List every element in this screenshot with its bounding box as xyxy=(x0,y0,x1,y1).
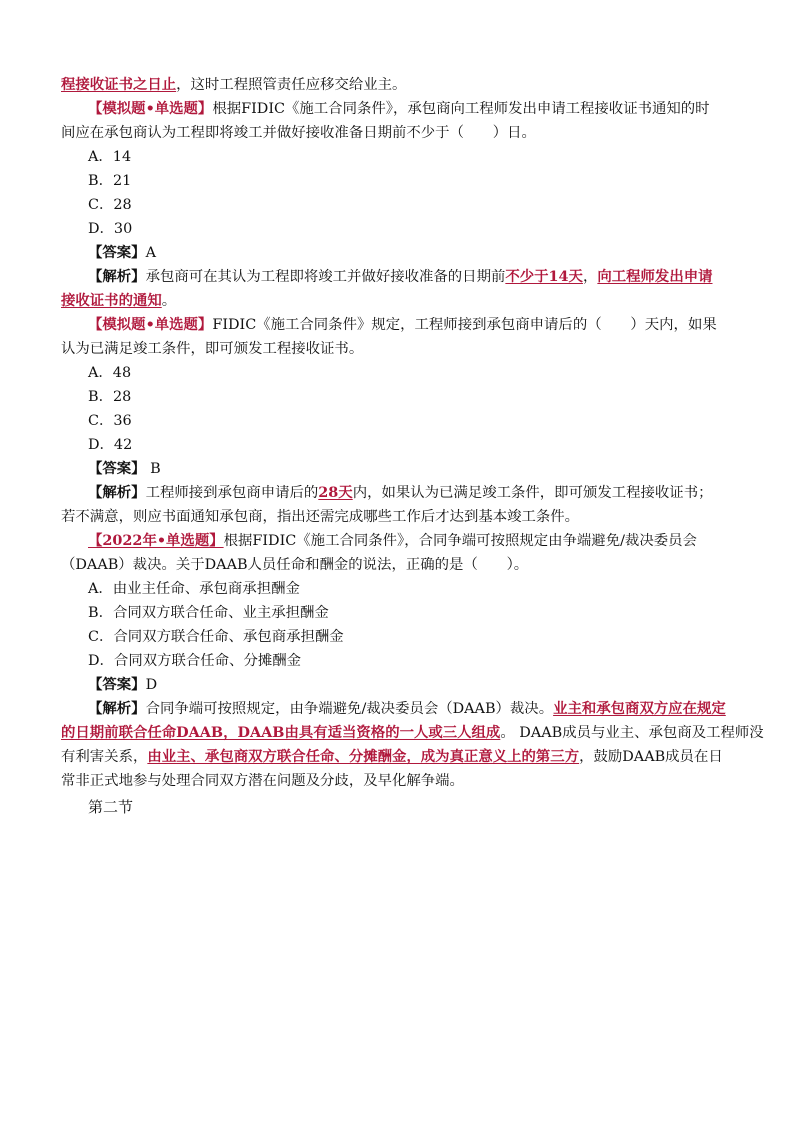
option-d: D．合同双方联合任命、分摊酬金 xyxy=(88,653,302,669)
option-b: B．21 xyxy=(88,173,132,189)
analysis-label: 【解析】 xyxy=(88,484,146,501)
analysis-text: 。 xyxy=(161,293,177,309)
analysis-text: 承包商可在其认为工程即将竣工并做好接收准备的日期前 xyxy=(145,269,506,285)
analysis-line-cont xyxy=(61,722,764,744)
highlight-text: 程接收证书之日止 xyxy=(61,76,177,93)
highlight-text: 的日期前联合任命DAAB，DAAB由具有适当资格的一人或三人组成 xyxy=(61,724,501,741)
highlight-text: 不少于14天 xyxy=(505,268,583,285)
question-text: 根据FIDIC《施工合同条件》，合同争端可按照规定由争端避免/裁决委员会 xyxy=(223,533,697,549)
highlight-text: 业主和承包商双方应在规定 xyxy=(553,700,726,717)
option-a: A．由业主任命、承包商承担酬金 xyxy=(88,581,300,597)
option-b: B．28 xyxy=(88,389,132,405)
question-text: （DAAB）裁决。关于DAAB人员任命和酬金的说法，正确的是（ ）。 xyxy=(61,557,529,573)
question-1-stem-cont xyxy=(61,122,536,144)
analysis-text: ，鼓励DAAB成员在日 xyxy=(579,749,723,765)
highlight-text: 接收证书的通知 xyxy=(61,292,162,309)
analysis-line-cont xyxy=(61,506,579,528)
question-text: FIDIC《施工合同条件》规定，工程师接到承包商申请后的（ ）天内，如果 xyxy=(212,317,717,333)
highlight-text: 28天 xyxy=(318,484,353,501)
analysis-label: 【解析】 xyxy=(88,268,146,285)
question-2-stem-cont xyxy=(61,338,363,360)
answer-value: A xyxy=(145,245,156,261)
option-a: A．14 xyxy=(88,149,132,165)
answer-line xyxy=(88,242,156,264)
analysis-line-cont xyxy=(61,770,464,792)
intro-line xyxy=(61,74,406,96)
question-3-stem xyxy=(88,530,697,552)
analysis-text: ， xyxy=(582,269,598,285)
body-text: ，这时工程照管责任应移交给业主。 xyxy=(176,77,407,93)
question-text: 根据FIDIC《施工合同条件》，承包商向工程师发出申请工程接收证书通知的时 xyxy=(212,101,710,117)
analysis-text: 常非正式地参与处理合同双方潜在问题及分歧，及早化解争端。 xyxy=(61,773,464,789)
question-2-stem xyxy=(88,314,717,336)
analysis-label: 【解析】 xyxy=(88,700,146,717)
analysis-line-cont xyxy=(61,290,176,312)
analysis-text: 工程师接到承包商申请后的 xyxy=(145,485,319,501)
question-tag: 【模拟题•单选题】 xyxy=(88,100,213,117)
analysis-text: 若不满意，则应书面通知承包商，指出还需完成哪些工作后才达到基本竣工条件。 xyxy=(61,509,580,525)
analysis-text: 合同争端可按照规定，由争端避免/裁决委员会（DAAB）裁决。 xyxy=(145,701,554,717)
question-3-stem-cont xyxy=(61,554,528,576)
question-tag: 【模拟题•单选题】 xyxy=(88,316,213,333)
option-c: C．合同双方联合任命、承包商承担酬金 xyxy=(88,629,344,645)
answer-value: B xyxy=(145,461,161,477)
answer-label: 【答案】 xyxy=(88,244,146,261)
question-1-stem xyxy=(88,98,710,120)
analysis-text: 。 DAAB成员与业主、承包商及工程师没 xyxy=(500,725,764,741)
question-text: 间应在承包商认为工程即将竣工并做好接收准备日期前不少于（ ）日。 xyxy=(61,125,536,141)
analysis-line xyxy=(88,698,726,720)
option-a: A．48 xyxy=(88,365,132,381)
option-c: C．36 xyxy=(88,413,132,429)
analysis-line xyxy=(88,266,713,288)
analysis-text: 内，如果认为已满足竣工条件，即可颁发工程接收证书； xyxy=(352,485,713,501)
answer-line xyxy=(88,674,157,696)
analysis-line-cont xyxy=(61,746,723,768)
option-b: B．合同双方联合任命、业主承担酬金 xyxy=(88,605,329,621)
option-d: D．42 xyxy=(88,437,133,453)
question-text: 认为已满足竣工条件，即可颁发工程接收证书。 xyxy=(61,341,364,357)
option-c: C．28 xyxy=(88,197,132,213)
option-d: D．30 xyxy=(88,221,133,237)
answer-line xyxy=(88,458,161,480)
analysis-text: 有利害关系， xyxy=(61,749,148,765)
answer-label: 【答案】 xyxy=(88,460,146,477)
question-tag: 【2022年•单选题】 xyxy=(88,532,224,549)
highlight-text: 由业主、承包商双方联合任命、分摊酬金，成为真正意义上的第三方 xyxy=(147,748,580,765)
highlight-text: 向工程师发出申请 xyxy=(597,268,713,285)
answer-value: D xyxy=(145,677,158,693)
analysis-line xyxy=(88,482,712,504)
section-heading: 第二节 xyxy=(88,798,134,816)
answer-label: 【答案】 xyxy=(88,676,146,693)
